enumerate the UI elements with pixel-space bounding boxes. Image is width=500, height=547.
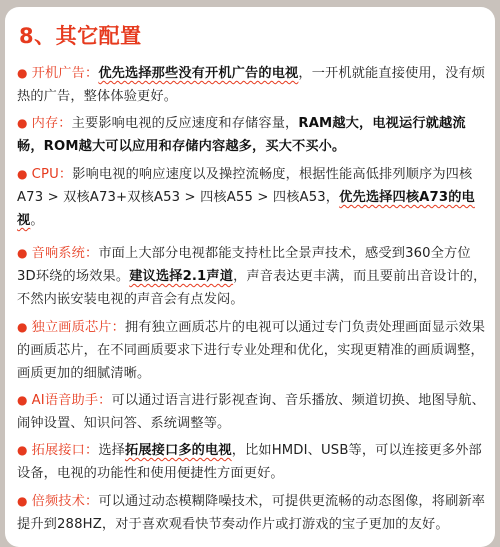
- item-text-end: ，声音表达更丰满，而且要前出音设计的，不然内嵌安装电视的声音会有点发闷。: [17, 269, 487, 307]
- item-label: CPU：: [31, 167, 73, 182]
- item-text: 可以通过语言进行影视查询、音乐播放、频道切换、地图导航、闹钟设置、知识问答、系统调整等。: [17, 393, 485, 431]
- item-highlight: 优先选择那些没有开机广告的电视: [98, 66, 299, 81]
- item-text: 选择: [98, 443, 125, 458]
- article-card: [5, 7, 495, 547]
- item-text: 影响电视的响应速度以及操控流畅度，根据性能高低排列顺序为四核A73 > 双核A73+双核A53 > 四核A55 > 四核A53，: [17, 167, 473, 205]
- section-title: 8、其它配置: [19, 24, 142, 48]
- item-text: 可以通过动态模糊降噪技术，可提供更流畅的动态图像，将刷新率提升到288HZ，对于喜欢观看快节奏动作片或打游戏的宝子更加的友好。: [17, 494, 486, 532]
- item-label: 独立画质芯片：: [31, 320, 125, 335]
- item-picture-chip: [17, 316, 487, 385]
- item-frequency: [17, 490, 487, 536]
- item-highlight: 优先选择四核A73的电视: [17, 190, 475, 228]
- item-text: 主要影响电视的反应速度和存储容量，: [71, 116, 299, 131]
- bullet-icon: ●: [17, 393, 28, 407]
- item-highlight: 拓展接口多的电视: [125, 443, 232, 458]
- item-label: 拓展接口：: [31, 443, 99, 458]
- item-highlight: RAM越大，电视运行就越流畅，ROM越大可以应用和存储内容越多，买大不买小。: [17, 116, 466, 154]
- item-ai-voice: [17, 389, 487, 435]
- item-text-end: ，比如HMDI、USB等，可以连接更多外部设备，电视的功能性和使用便捷性方面更好。: [17, 443, 482, 481]
- bullet-icon: ●: [17, 116, 28, 130]
- item-highlight: 建议选择2.1声道: [129, 269, 234, 284]
- item-label: 音响系统：: [31, 246, 99, 261]
- bullet-icon: ●: [17, 320, 28, 334]
- bullet-icon: ●: [17, 66, 28, 80]
- bullet-icon: ●: [17, 443, 28, 457]
- item-boot-ads: [17, 62, 487, 108]
- item-audio: [17, 242, 487, 311]
- item-cpu: [17, 163, 487, 232]
- item-text: ，一开机就能直接使用，没有烦热的广告，整体体验更好。: [17, 66, 486, 104]
- item-text: 市面上大部分电视都能支持杜比全景声技术，感受到360全方位3D环绕的场效果。: [17, 246, 471, 284]
- item-label: 倍频技术：: [31, 494, 99, 509]
- bullet-icon: ●: [17, 246, 28, 260]
- item-ports: [17, 439, 487, 485]
- item-memory: [17, 112, 487, 158]
- item-label: 内存：: [31, 116, 72, 131]
- item-text-end: 。: [30, 213, 44, 228]
- bullet-icon: ●: [17, 167, 28, 181]
- item-text: 拥有独立画质芯片的电视可以通过专门负责处理画面显示效果的画质芯片，在不同画质要求下进行专业处理和优化，实现更精准的画质调整，画质更加的细腻清晰。: [17, 320, 486, 381]
- bullet-icon: ●: [17, 494, 28, 508]
- item-label: 开机广告：: [31, 66, 99, 81]
- item-label: AI语音助手：: [31, 393, 112, 408]
